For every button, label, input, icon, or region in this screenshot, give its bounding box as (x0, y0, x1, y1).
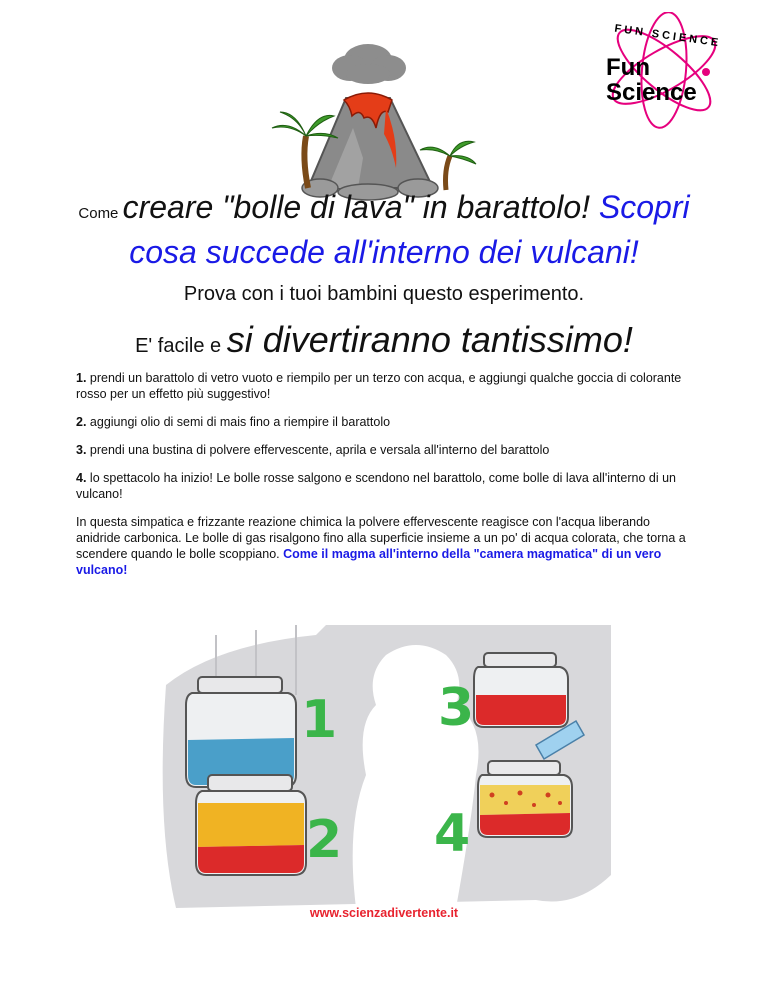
step-number-2: 2 (306, 810, 343, 870)
step-4 (76, 470, 696, 502)
logo-line-science: Science (606, 79, 697, 106)
explanation-highlight: Come il magma all'interno della "camera magmatica" di un vero vulcano! (76, 547, 662, 577)
step-number-1: 1 (301, 690, 338, 750)
website-link[interactable]: www.scienzadivertente.it (309, 906, 459, 920)
step-3 (76, 442, 696, 458)
explanation-text: In questa simpatica e frizzante reazione chimica la polvere effervescente reagisce con l'acqua liberando anidride carbonica. Le bolle di gas risalgono fino alla superficie insieme a un po' di acqua colorata, che torna a scendere quando le bolle scoppiano. (76, 515, 686, 561)
step-text: prendi una bustina di polvere effervescente, aprila e versala all'interno del barattolo (86, 443, 550, 457)
step-text: prendi un barattolo di vetro vuoto e riempilo per un terzo con acqua, e aggiungi qualche goccia di colorante rosso per un effetto più suggestivo! (76, 371, 682, 401)
step-number: 2. (76, 415, 87, 429)
explanation (76, 514, 696, 578)
step-text: lo spettacolo ha inizio! Le bolle rosse salgono e scendono nel barattolo, come bolle di lava all'interno di un vulcano! (76, 471, 677, 501)
step-number: 1. (76, 371, 87, 385)
easy-lead: E' facile e (135, 335, 227, 357)
fun-science-logo (596, 12, 726, 130)
subline: Prova con i tuoi bambini questo esperimento. (183, 283, 585, 305)
headline (60, 188, 708, 278)
jars-illustration (156, 625, 611, 908)
headline-blue-2: cosa succede all'interno dei vulcani! (129, 234, 639, 270)
jar-1 (186, 677, 296, 787)
step-2 (76, 414, 696, 430)
headline-lead: Come (78, 205, 123, 222)
step-number-4: 4 (434, 804, 471, 864)
jar-3 (474, 653, 568, 727)
easy-big: si divertiranno tantissimo! (226, 319, 633, 360)
volcano-illustration (268, 38, 478, 208)
step-1 (76, 370, 696, 402)
headline-italic: creare "bolle di lava" in barattolo! (122, 189, 590, 225)
easy-line (60, 318, 708, 370)
instructions (76, 370, 696, 590)
jar-4 (478, 761, 572, 837)
logo-arc-text: FUN SCIENCE (613, 22, 722, 50)
step-number: 4. (76, 471, 87, 485)
jar-2 (196, 775, 306, 875)
step-text: aggiungi olio di semi di mais fino a riempire il barattolo (86, 415, 391, 429)
logo-line-fun: Fun (606, 54, 650, 81)
step-number: 3. (76, 443, 87, 457)
headline-blue-1: Scopri (590, 189, 690, 225)
step-number-3: 3 (438, 678, 475, 738)
